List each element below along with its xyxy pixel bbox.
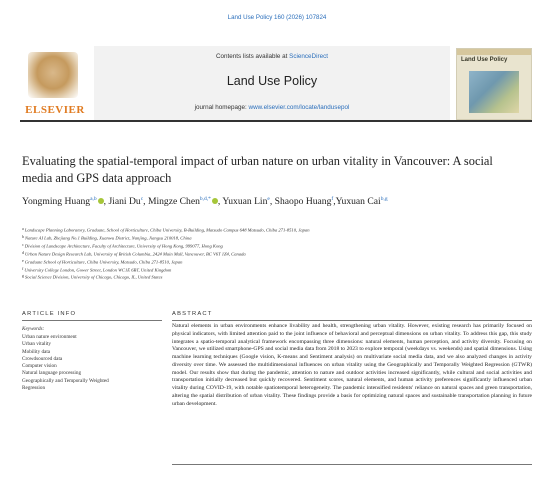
affiliation-line bbox=[22, 242, 542, 250]
author-separator: , bbox=[143, 196, 148, 207]
affiliation-text: Graduate School of Horticulture, Chiba University, Matsudo, Chiba 271-8510, Japan bbox=[24, 259, 183, 265]
author-affiliation-marker[interactable]: b,d,* bbox=[199, 196, 211, 202]
banner-rule bbox=[20, 120, 532, 122]
author-affiliation-marker[interactable]: f bbox=[331, 196, 334, 202]
author-separator: , bbox=[333, 196, 336, 207]
affiliation-marker: e bbox=[22, 257, 24, 263]
author-name[interactable]: Jiani Du bbox=[108, 196, 141, 207]
homepage-prefix: journal homepage: bbox=[194, 104, 249, 111]
affiliation-line bbox=[22, 266, 542, 274]
author-separator: , bbox=[269, 196, 275, 207]
author-separator: , bbox=[103, 196, 109, 207]
homepage-link[interactable]: www.elsevier.com/locate/landusepol bbox=[248, 104, 350, 111]
journal-citation[interactable]: Land Use Policy 160 (2026) 107824 bbox=[227, 14, 327, 21]
abstract-rule bbox=[172, 320, 532, 321]
journal-cover-thumbnail[interactable] bbox=[456, 48, 532, 120]
elsevier-tree-icon bbox=[28, 52, 78, 98]
cover-bar bbox=[457, 49, 531, 55]
contents-line bbox=[94, 53, 450, 60]
author-affiliation-marker[interactable]: a,b bbox=[90, 196, 97, 202]
affiliation-text: Urban Nature Design Research Lab, University of British Columbia, 2424 Main Mall, Vancouver, BC V6T 1Z4, Canada bbox=[25, 251, 246, 257]
author-name[interactable]: Yongming Huang bbox=[22, 196, 91, 207]
affiliation-marker: g bbox=[22, 273, 24, 279]
author-list bbox=[22, 193, 542, 208]
author-affiliation-marker[interactable]: c bbox=[140, 196, 144, 202]
sciencedirect-link[interactable]: ScienceDirect bbox=[289, 53, 328, 60]
author-affiliation-marker[interactable]: e bbox=[267, 196, 270, 202]
journal-banner bbox=[20, 46, 532, 122]
contents-prefix: Contents lists available at bbox=[215, 53, 290, 60]
affiliation-line bbox=[22, 273, 542, 281]
affiliation-text: Nature AI Lab, Zhejiang No.1 Building, Xuanwu District, Nanjing, Jiangsu 210018, China bbox=[25, 235, 192, 241]
author-name[interactable]: Shaopo Huang bbox=[274, 196, 332, 207]
keyword-item: Crowdsourced data bbox=[22, 355, 63, 362]
abstract-text: Natural elements in urban environments enhance livability and health, strengthening urban vitality. However, existing research has primarily focused on physical indicators, with limited attention paid to the joint influence of behavioral and perceptual dimensions on urban vitality. To address this gap, this study integrates a spatio-temporal analytical framework encompassing three dimensions: natural elements, human perception, and activity diversity. Focusing on Vancouver, we utilized smartphone-GPS and social media data from 2018 to 2023 to explore temporal (weekdays vs. weekends) and spatial dimensions. Using machine learning techniques (Google vision, K-means and Sentiment analysis) on multivariate social media data, and we also analyzed changes in activity diversity over time. We assessed the multidimensional influences on urban vitality using the Geographically and Temporally Weighted Regression (GTWR) model. Our results show that during the pandemic, attention to nature and outdoor activities increased significantly, while cultural and social activities and transportation initially decreased but quickly recovered. Sentiment scores, natural elements, and human activity preferences significantly influenced urban vitality during COVID-19, with notable spatiotemporal heterogeneity. The pandemic intensified residents' reliance on natural spaces and green transportation, altering the spatial distribution of urban vitality. These findings provide a basis for optimizing natural spaces and sustainable transportation planning in future urban development. bbox=[172, 323, 532, 407]
affiliation-text: Landscape Planning Laboratory, Graduate, School of Horticulture, Chiba University, B-Building, Matsudo Campus 648 Matsudo, Chiba 271-8510, Japan bbox=[24, 227, 310, 233]
affiliation-marker: a bbox=[22, 226, 24, 231]
keyword-item: Natural language processing bbox=[22, 370, 82, 377]
article-title: Evaluating the spatial-temporal impact of urban nature on urban vitality in Vancouver: A social media and GPS data approach bbox=[22, 154, 493, 185]
author-entry bbox=[336, 196, 388, 207]
banner-center bbox=[94, 46, 450, 120]
author-entry bbox=[22, 196, 108, 207]
affiliation-line bbox=[22, 258, 542, 266]
affiliation-marker: b bbox=[22, 233, 24, 239]
keyword-list bbox=[22, 334, 162, 392]
affiliation-marker: f bbox=[22, 265, 24, 271]
keyword-item: Regression bbox=[22, 385, 46, 392]
author-entry bbox=[275, 196, 336, 207]
cover-title: Land Use Policy bbox=[461, 57, 508, 63]
abstract-bottom-rule bbox=[172, 464, 532, 465]
elsevier-logo[interactable] bbox=[20, 46, 90, 122]
keyword-item: Computer vision bbox=[22, 363, 57, 370]
affiliation-marker: d bbox=[22, 249, 24, 255]
affiliation-line bbox=[22, 234, 542, 242]
affiliation-text: Social Science Division, University of Chicago, Chicago, IL, United States bbox=[25, 274, 163, 280]
keyword-item: Mobility data bbox=[22, 348, 51, 355]
author-name[interactable]: Mingze Chen bbox=[147, 196, 200, 207]
affiliation-marker: c bbox=[22, 241, 24, 247]
affiliation-list bbox=[22, 226, 542, 281]
publisher-name: ELSEVIER bbox=[25, 104, 85, 116]
author-name[interactable]: Yuxuan Cai bbox=[335, 196, 381, 207]
abstract-heading: ABSTRACT bbox=[172, 311, 213, 317]
cover-image bbox=[469, 71, 519, 113]
article-info-rule bbox=[22, 320, 162, 321]
affiliation-line bbox=[22, 250, 542, 258]
author-entry bbox=[108, 196, 148, 207]
keyword-item: Urban vitality bbox=[22, 341, 51, 348]
author-entry bbox=[148, 196, 222, 207]
keyword-item: Geographically and Temporally Weighted bbox=[22, 377, 109, 384]
homepage-line bbox=[94, 104, 450, 111]
author-separator: , bbox=[217, 196, 223, 207]
keywords-label: Keywords: bbox=[22, 326, 45, 332]
keyword-item: Urban nature environment bbox=[22, 334, 77, 340]
author-entry bbox=[222, 196, 274, 207]
article-info-heading: ARTICLE INFO bbox=[22, 311, 77, 317]
journal-title: Land Use Policy bbox=[226, 74, 318, 88]
affiliation-text: University College London, Gower Street, London WC1E 6BT, United Kingdom bbox=[24, 267, 172, 273]
affiliation-text: Division of Landscape Architecture, Faculty of Architecture, University of Hong Kong, 999077, Hong Kong bbox=[24, 243, 223, 249]
author-name[interactable]: Yuxuan Lin bbox=[222, 196, 268, 207]
affiliation-line bbox=[22, 226, 542, 234]
author-affiliation-marker[interactable]: b,g bbox=[380, 196, 388, 202]
